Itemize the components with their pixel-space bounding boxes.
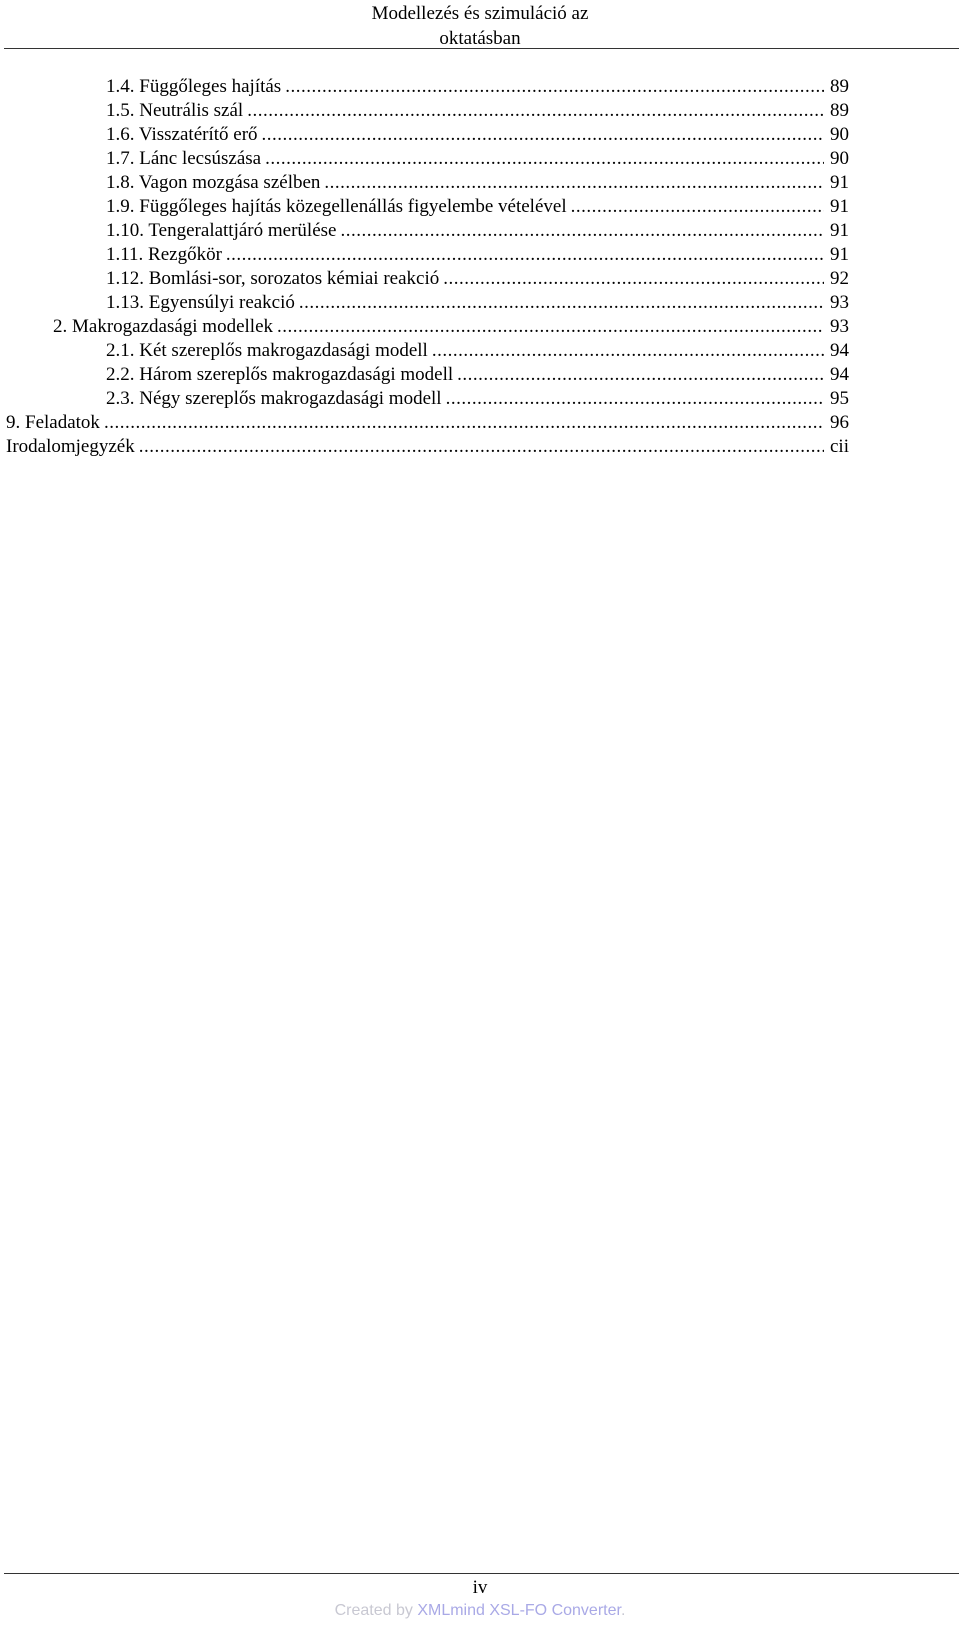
toc-dot-leader: [432, 339, 824, 363]
toc-dot-leader: [324, 171, 824, 195]
toc-entry-title: 2.3. Négy szereplős makrogazdasági modell: [106, 388, 442, 409]
converter-credit: [0, 1601, 960, 1621]
header-divider: [4, 48, 959, 49]
toc-dot-leader: [139, 435, 824, 459]
credit-prefix: Created by: [334, 1602, 418, 1619]
toc-entry-page: 94: [830, 340, 849, 361]
toc-dot-leader: [104, 411, 824, 435]
toc-entry-page: 92: [830, 268, 849, 289]
toc-dot-leader: [443, 267, 824, 291]
toc-entry-page: 89: [830, 76, 849, 97]
toc-entry[interactable]: [0, 99, 860, 123]
toc-dot-leader: [285, 75, 824, 99]
toc-entry[interactable]: [0, 243, 860, 267]
toc-entry[interactable]: [0, 339, 860, 363]
toc-dot-leader: [446, 387, 824, 411]
toc-entry-page: 91: [830, 244, 849, 265]
toc-dot-leader: [247, 99, 824, 123]
toc-entry-page: 90: [830, 124, 849, 145]
toc-entry-title: 2. Makrogazdasági modellek: [53, 316, 274, 337]
toc-entry-title: 1.4. Függőleges hajítás: [106, 76, 282, 97]
toc-dot-leader: [340, 219, 824, 243]
toc-entry-page: 93: [830, 292, 849, 313]
toc-entry-page: 95: [830, 388, 849, 409]
toc-entry-page: 91: [830, 196, 849, 217]
toc-entry[interactable]: [0, 171, 860, 195]
toc-entry-page: cii: [830, 436, 849, 457]
toc-entry-title: 9. Feladatok: [6, 412, 100, 433]
toc-dot-leader: [457, 363, 824, 387]
toc-entry-title: 1.10. Tengeralattjáró merülése: [106, 220, 337, 241]
toc-entry-title: Irodalomjegyzék: [6, 436, 135, 457]
toc-dot-leader: [299, 291, 824, 315]
toc-entry[interactable]: [0, 435, 860, 459]
toc-entry-title: 1.13. Egyensúlyi reakció: [106, 292, 295, 313]
page-number: iv: [472, 1577, 488, 1598]
toc-entry[interactable]: [0, 315, 860, 339]
header-title-line-2: oktatásban: [439, 28, 521, 49]
toc-dot-leader: [277, 315, 824, 339]
toc-entry-page: 91: [830, 172, 849, 193]
toc-entry[interactable]: [0, 195, 860, 219]
toc-entry[interactable]: [0, 219, 860, 243]
toc-entry[interactable]: [0, 387, 860, 411]
toc-entry-title: 2.2. Három szereplős makrogazdasági modell: [106, 364, 454, 385]
toc-entry[interactable]: [0, 291, 860, 315]
toc-entry[interactable]: [0, 411, 860, 435]
table-of-contents: [0, 75, 960, 459]
toc-entry-page: 91: [830, 220, 849, 241]
toc-entry-title: 1.6. Visszatérítő erő: [106, 124, 258, 145]
toc-entry[interactable]: [0, 147, 860, 171]
header-title-line-1: Modellezés és szimuláció az: [371, 3, 589, 24]
toc-entry-page: 89: [830, 100, 849, 121]
credit-brand-link[interactable]: XMLmind XSL-FO Converter: [417, 1602, 621, 1619]
toc-dot-leader: [265, 147, 824, 171]
toc-entry-title: 1.7. Lánc lecsúszása: [106, 148, 262, 169]
footer-divider: [4, 1573, 959, 1574]
toc-entry-title: 1.5. Neutrális szál: [106, 100, 244, 121]
credit-suffix: .: [620, 1602, 626, 1619]
toc-entry-title: 2.1. Két szereplős makrogazdasági modell: [106, 340, 428, 361]
toc-entry-title: 1.12. Bomlási-sor, sorozatos kémiai reakció: [106, 268, 440, 289]
toc-entry-page: 93: [830, 316, 849, 337]
toc-entry-page: 90: [830, 148, 849, 169]
running-header: [0, 0, 960, 51]
toc-entry-title: 1.11. Rezgőkör: [106, 244, 222, 265]
toc-entry-title: 1.9. Függőleges hajítás közegellenállás figyelembe vételével: [106, 196, 567, 217]
toc-dot-leader: [226, 243, 824, 267]
toc-entry[interactable]: [0, 267, 860, 291]
toc-entry-page: 96: [830, 412, 849, 433]
toc-entry-page: 94: [830, 364, 849, 385]
toc-dot-leader: [571, 195, 824, 219]
toc-dot-leader: [262, 123, 824, 147]
toc-entry[interactable]: [0, 123, 860, 147]
toc-entry[interactable]: [0, 75, 860, 99]
toc-entry-title: 1.8. Vagon mozgása szélben: [106, 172, 321, 193]
toc-entry[interactable]: [0, 363, 860, 387]
